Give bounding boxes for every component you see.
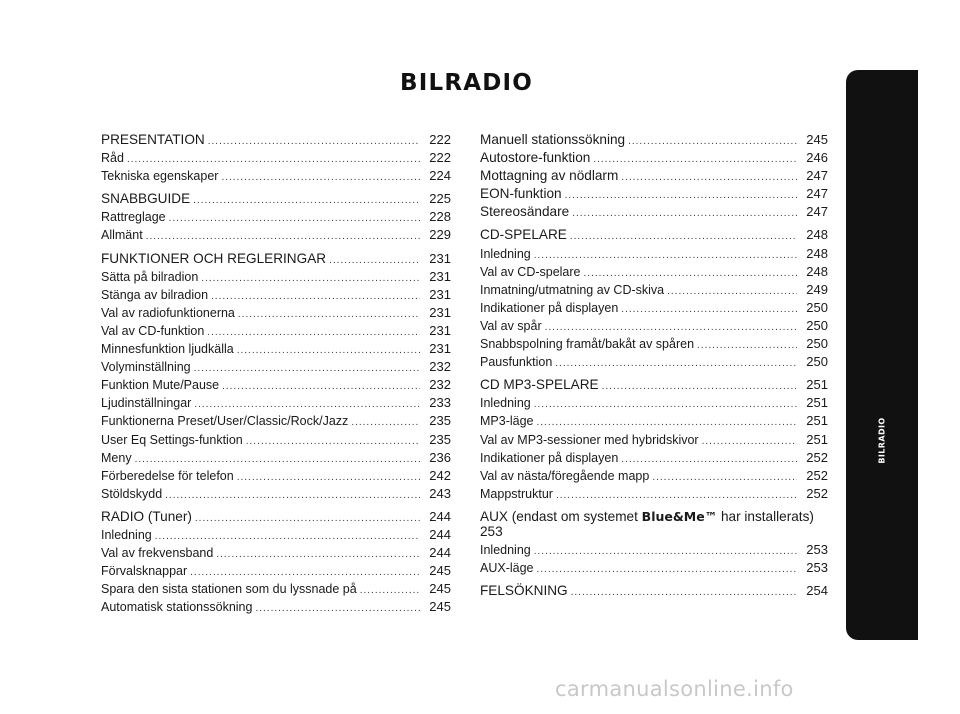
toc-entry-label: Mappstruktur xyxy=(480,486,553,501)
toc-entry[interactable] xyxy=(480,412,828,430)
toc-entry-label: Val av radiofunktionerna xyxy=(101,305,235,320)
toc-leader-dots xyxy=(570,228,797,246)
toc-leader-dots xyxy=(211,288,420,306)
toc-entry-label: Spara den sista stationen som du lyssnade på xyxy=(101,582,357,597)
toc-entry[interactable] xyxy=(101,526,451,544)
toc-entry[interactable] xyxy=(480,226,828,244)
toc-leader-dots xyxy=(238,306,420,324)
toc-entry-page: 232 xyxy=(429,359,451,375)
toc-entry-page: 244 xyxy=(429,508,451,524)
toc-entry[interactable] xyxy=(480,431,828,449)
toc-entry-label: FUNKTIONER OCH REGLERINGAR xyxy=(101,250,327,266)
toc-entry-label: Stöldskydd xyxy=(101,486,163,501)
toc-entry-page: 232 xyxy=(429,377,451,393)
toc-entry[interactable] xyxy=(480,353,828,371)
toc-entry[interactable] xyxy=(101,449,451,467)
toc-entry-page: 231 xyxy=(429,341,451,357)
toc-entry-label: Minnesfunktion ljudkälla xyxy=(101,342,234,357)
toc-leader-dots xyxy=(201,270,420,288)
toc-entry-label: Inledning xyxy=(101,527,152,542)
toc-entry-label: User Eq Settings-funktion xyxy=(101,432,243,447)
toc-entry-label: Autostore-funktion xyxy=(480,150,591,166)
toc-leader-dots xyxy=(237,469,420,487)
toc-entry-label: Rattreglage xyxy=(101,210,166,225)
chapter-tab-label xyxy=(846,410,918,470)
toc-entry-page: 251 xyxy=(806,431,828,447)
toc-entry-label: MP3-läge xyxy=(480,414,534,429)
toc-entry[interactable] xyxy=(101,412,451,430)
toc-entry[interactable] xyxy=(480,559,828,577)
toc-entry-label: Förberedelse för telefon xyxy=(101,468,234,483)
page-number: 221 xyxy=(865,695,899,714)
toc-entry-label: FELSÖKNING xyxy=(480,583,568,599)
toc-leader-dots xyxy=(621,301,797,319)
toc-entry[interactable] xyxy=(480,281,828,299)
toc-entry-page: 246 xyxy=(806,150,828,166)
toc-entry[interactable] xyxy=(101,544,451,562)
toc-entry-page: 225 xyxy=(429,191,451,207)
toc-entry-label: Val av CD-spelare xyxy=(480,264,581,279)
toc-entry-page: 222 xyxy=(429,150,451,166)
toc-entry-label: Allmänt xyxy=(101,228,143,243)
toc-leader-dots xyxy=(146,228,420,246)
toc-entry[interactable] xyxy=(101,358,451,376)
toc-entry[interactable] xyxy=(480,299,828,317)
toc-entry[interactable] xyxy=(101,485,451,503)
toc-leader-dots xyxy=(534,543,797,561)
toc-entry[interactable] xyxy=(480,467,828,485)
toc-entry[interactable] xyxy=(480,541,828,559)
toc-entry[interactable] xyxy=(101,394,451,412)
toc-leader-dots xyxy=(195,510,420,528)
toc-entry-page: 245 xyxy=(429,581,451,597)
toc-leader-dots xyxy=(556,487,797,505)
toc-entry[interactable] xyxy=(101,508,451,526)
toc-entry-page: 231 xyxy=(429,304,451,320)
toc-entry[interactable] xyxy=(480,335,828,353)
toc-entry-page: 244 xyxy=(429,545,451,561)
toc-entry[interactable] xyxy=(480,149,828,167)
toc-entry[interactable] xyxy=(480,394,828,412)
aux-prefix: AUX (endast om systemet xyxy=(480,508,642,524)
toc-leader-dots xyxy=(208,133,420,151)
toc-leader-dots xyxy=(702,433,797,451)
toc-leader-dots xyxy=(216,546,420,564)
toc-leader-dots xyxy=(652,469,797,487)
toc-entry-page: 247 xyxy=(806,204,828,220)
toc-entry-label: Inledning xyxy=(480,396,531,411)
toc-entry[interactable] xyxy=(101,431,451,449)
toc-entry-page: 251 xyxy=(806,395,828,411)
toc-entry-page: 235 xyxy=(429,431,451,447)
toc-entry-label: Manuell stationssökning xyxy=(480,132,626,147)
toc-entry-page: 248 xyxy=(806,227,828,243)
aux-page: 253 xyxy=(480,523,503,539)
toc-entry[interactable] xyxy=(101,167,451,185)
toc-entry[interactable] xyxy=(480,203,828,221)
toc-entry-label: Inledning xyxy=(480,246,531,261)
toc-entry-label: Val av nästa/föregående mapp xyxy=(480,468,650,483)
toc-entry-label: CD-SPELARE xyxy=(480,227,567,243)
toc-leader-dots xyxy=(222,378,420,396)
toc-entry-page: 224 xyxy=(429,168,451,184)
toc-leader-dots xyxy=(593,151,797,169)
toc-entry-page: 250 xyxy=(806,299,828,315)
toc-entry-page: 236 xyxy=(429,449,451,465)
toc-entry-page: 251 xyxy=(806,377,828,393)
toc-entry-page: 252 xyxy=(806,467,828,483)
toc-entry-label: Val av CD-funktion xyxy=(101,323,205,338)
toc-entry[interactable] xyxy=(101,208,451,226)
toc-entry-label: Volyminställning xyxy=(101,360,191,375)
toc-entry-page: 233 xyxy=(429,395,451,411)
toc-entry[interactable] xyxy=(480,185,828,203)
toc-entry[interactable] xyxy=(480,317,828,335)
toc-leader-dots xyxy=(193,192,420,210)
toc-entry[interactable] xyxy=(101,598,451,616)
toc-entry-page: 252 xyxy=(806,449,828,465)
toc-entry[interactable] xyxy=(101,250,451,268)
toc-entry-label: Ljudinställningar xyxy=(101,396,192,411)
toc-entry-label: Automatisk stationssökning xyxy=(101,600,253,615)
toc-leader-dots xyxy=(565,187,797,205)
toc-entry-page: 247 xyxy=(806,168,828,184)
toc-entry[interactable] xyxy=(480,376,828,394)
toc-entry[interactable] xyxy=(101,286,451,304)
toc-entry-label: Funktionerna Preset/User/Classic/Rock/Jazz xyxy=(101,414,349,429)
toc-entry-label: Meny xyxy=(101,450,132,465)
toc-entry-label: Indikationer på displayen xyxy=(480,300,619,315)
toc-entry-label: CD MP3-SPELARE xyxy=(480,377,599,393)
toc-entry-label: Råd xyxy=(101,151,124,166)
toc-entry-page: 250 xyxy=(806,336,828,352)
toc-entry-page: 248 xyxy=(806,263,828,279)
toc-entry-page: 231 xyxy=(429,250,451,266)
toc-leader-dots xyxy=(537,561,798,579)
toc-leader-dots xyxy=(165,487,420,505)
toc-leader-dots xyxy=(621,169,797,187)
toc-leader-dots xyxy=(194,360,420,378)
toc-entry[interactable] xyxy=(101,131,451,149)
toc-entry-label: Mottagning av nödlarm xyxy=(480,168,619,184)
toc-entry-page: 231 xyxy=(429,268,451,284)
toc-entry-label: Stänga av bilradion xyxy=(101,287,209,302)
toc-entry-label: Pausfunktion xyxy=(480,355,553,370)
toc-entry-label: Inmatning/utmatning av CD-skiva xyxy=(480,282,665,297)
toc-entry-label: Snabbspolning framåt/bakåt av spåren xyxy=(480,337,695,352)
toc-entry[interactable] xyxy=(480,131,828,149)
toc-right-column xyxy=(480,131,828,600)
page-title: BILRADIO xyxy=(400,70,534,96)
toc-entry[interactable] xyxy=(480,485,828,503)
toc-entry[interactable] xyxy=(101,340,451,358)
toc-leader-dots xyxy=(534,396,797,414)
toc-leader-dots xyxy=(628,133,797,151)
toc-entry-page: 229 xyxy=(429,227,451,243)
toc-entry-label: EON-funktion xyxy=(480,186,562,202)
toc-entry-page: 247 xyxy=(806,186,828,202)
toc-entry-page: 248 xyxy=(806,245,828,261)
toc-entry[interactable] xyxy=(101,322,451,340)
toc-entry-page: 251 xyxy=(806,413,828,429)
toc-leader-dots xyxy=(246,433,420,451)
toc-leader-dots xyxy=(169,210,420,228)
toc-entry-label: Förvalsknappar xyxy=(101,564,188,579)
toc-entry-page: 231 xyxy=(429,322,451,338)
toc-leader-dots xyxy=(360,582,420,600)
toc-leader-dots xyxy=(697,337,797,355)
toc-entry-label: PRESENTATION xyxy=(101,132,205,147)
toc-entry[interactable] xyxy=(480,263,828,281)
toc-entry[interactable] xyxy=(101,226,451,244)
toc-leader-dots xyxy=(221,169,420,187)
toc-entry[interactable] xyxy=(480,449,828,467)
toc-leader-dots xyxy=(255,600,420,618)
toc-entry[interactable] xyxy=(101,149,451,167)
toc-entry-label: Tekniska egenskaper xyxy=(101,169,219,184)
toc-entry-page: 235 xyxy=(429,413,451,429)
chapter-tab-text: BILRADIO xyxy=(877,416,887,464)
aux-brand: Blue&Me™ xyxy=(641,508,718,524)
toc-leader-dots xyxy=(572,205,797,223)
toc-entry-label: Val av frekvensband xyxy=(101,546,214,561)
toc-entry[interactable] xyxy=(480,245,828,263)
toc-entry-label: Val av MP3-sessioner med hybridskivor xyxy=(480,432,699,447)
aux-suffix: har installerats) xyxy=(717,508,814,524)
toc-entry[interactable] xyxy=(101,268,451,286)
toc-entry[interactable] xyxy=(101,376,451,394)
toc-left-column xyxy=(101,131,451,616)
toc-leader-dots xyxy=(602,378,797,396)
toc-entry-label: Sätta på bilradion xyxy=(101,269,199,284)
toc-entry-page: 222 xyxy=(429,132,451,147)
toc-aux-entry[interactable] xyxy=(480,509,828,539)
toc-entry-page: 250 xyxy=(806,354,828,370)
toc-leader-dots xyxy=(571,584,797,602)
toc-entry-page: 245 xyxy=(429,599,451,615)
toc-entry-page: 254 xyxy=(806,583,828,599)
toc-entry-label: AUX-läge xyxy=(480,560,534,575)
toc-entry-page: 253 xyxy=(806,559,828,575)
toc-leader-dots xyxy=(667,283,797,301)
watermark: carmanualsonline.info xyxy=(555,677,794,701)
toc-entry-page: 250 xyxy=(806,317,828,333)
toc-leader-dots xyxy=(351,414,420,432)
toc-entry-page: 249 xyxy=(806,281,828,297)
toc-entry-page: 231 xyxy=(429,286,451,302)
toc-entry-label: RADIO (Tuner) xyxy=(101,508,192,524)
toc-entry-label: Inledning xyxy=(480,542,531,557)
toc-entry-page: 228 xyxy=(429,209,451,225)
toc-leader-dots xyxy=(555,355,797,373)
toc-entry-page: 244 xyxy=(429,526,451,542)
toc-entry-page: 243 xyxy=(429,485,451,501)
toc-entry-page: 245 xyxy=(429,563,451,579)
toc-entry-page: 242 xyxy=(429,467,451,483)
toc-entry-label: Val av spår xyxy=(480,318,542,333)
toc-leader-dots xyxy=(207,324,420,342)
chapter-tab xyxy=(846,70,918,714)
toc-entry[interactable] xyxy=(101,304,451,322)
toc-entry-label: SNABBGUIDE xyxy=(101,191,191,207)
toc-entry[interactable] xyxy=(101,190,451,208)
toc-leader-dots xyxy=(237,342,420,360)
toc-leader-dots xyxy=(329,252,420,270)
toc-entry[interactable] xyxy=(101,580,451,598)
toc-entry[interactable] xyxy=(480,582,828,600)
toc-entry-page: 245 xyxy=(806,132,828,147)
toc-entry[interactable] xyxy=(101,467,451,485)
toc-entry-label: Stereosändare xyxy=(480,204,570,220)
toc-entry-label: Indikationer på displayen xyxy=(480,450,619,465)
toc-entry[interactable] xyxy=(480,167,828,185)
toc-entry[interactable] xyxy=(101,562,451,580)
toc-entry-label: Funktion Mute/Pause xyxy=(101,378,220,393)
toc-entry-page: 253 xyxy=(806,541,828,557)
toc-entry-page: 252 xyxy=(806,485,828,501)
